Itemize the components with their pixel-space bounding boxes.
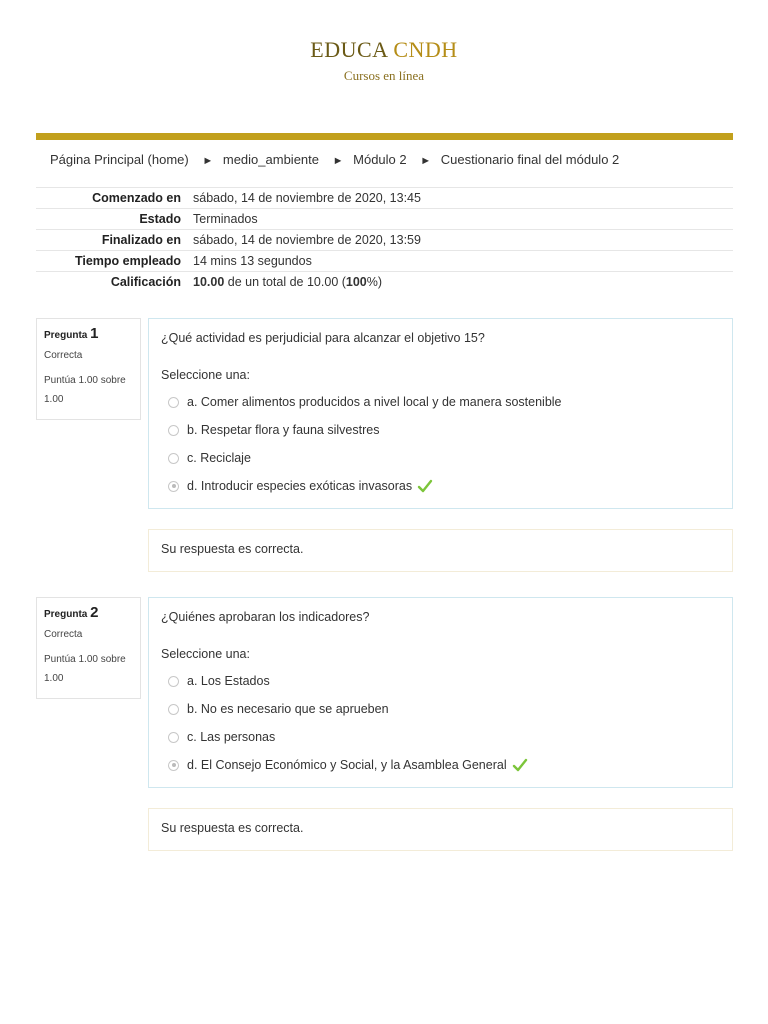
breadcrumb-course[interactable]: medio_ambiente (222, 152, 319, 167)
answer-prompt: Seleccione una: (161, 368, 250, 382)
question-label: Pregunta (44, 609, 88, 620)
breadcrumb-home[interactable]: Página Principal (home) (50, 152, 189, 167)
summary-row-grade (36, 272, 733, 293)
option-label: a. Comer alimentos producidos a nivel local y de manera sostenible (187, 395, 562, 409)
summary-value: Terminados (193, 212, 258, 226)
option-label: b. Respetar flora y fauna silvestres (187, 423, 380, 437)
summary-value: 14 mins 13 segundos (193, 254, 312, 268)
triangle-right-icon: ► (420, 155, 432, 167)
breadcrumb-module[interactable]: Módulo 2 (353, 152, 407, 167)
summary-label: Comenzado en (92, 191, 181, 205)
option-label: c. Reciclaje (187, 451, 251, 465)
grade-percent: 100 (345, 275, 367, 289)
summary-label: Finalizado en (101, 233, 181, 247)
question-number (44, 604, 133, 621)
grade-tail: %) (366, 275, 383, 289)
radio-button[interactable] (168, 732, 179, 743)
answer-option-a[interactable] (161, 388, 720, 416)
site-title-cndh: CNDH (393, 37, 458, 62)
check-icon (417, 479, 433, 493)
answer-option-d[interactable] (161, 751, 720, 779)
option-label: b. No es necesario que se aprueben (187, 702, 389, 716)
answer-prompt: Seleccione una: (161, 647, 250, 661)
question-label: Pregunta (44, 330, 88, 341)
answer-option-a[interactable] (161, 667, 720, 695)
question-2-feedback (148, 808, 733, 851)
summary-row-started (36, 188, 733, 209)
answer-option-c[interactable] (161, 444, 720, 472)
summary-label: Tiempo empleado (74, 254, 181, 268)
question-1-feedback (148, 529, 733, 572)
answer-option-c[interactable] (161, 723, 720, 751)
grade-score: 10.00 (193, 275, 225, 289)
attempt-summary-table (36, 187, 733, 292)
option-label: d. El Consejo Económico y Social, y la Asamblea General (187, 758, 507, 772)
radio-button[interactable] (168, 397, 179, 408)
question-state: Correcta (44, 350, 83, 361)
question-1-content (148, 318, 733, 509)
site-subtitle: Cursos en línea (343, 68, 425, 83)
summary-row-finished (36, 230, 733, 251)
answer-option-b[interactable] (161, 416, 720, 444)
answer-option-d[interactable] (161, 472, 720, 500)
feedback-text: Su respuesta es correcta. (161, 821, 304, 835)
summary-row-time (36, 251, 733, 272)
summary-value: sábado, 14 de noviembre de 2020, 13:45 (193, 191, 421, 205)
question-text: ¿Qué actividad es perjudicial para alcanzar el objetivo 15? (161, 331, 485, 345)
site-title[interactable] (0, 38, 768, 62)
radio-button[interactable] (168, 425, 179, 436)
radio-button-selected[interactable] (168, 481, 179, 492)
question-number-value: 2 (90, 604, 99, 621)
check-icon (512, 758, 528, 772)
question-number (44, 325, 133, 342)
question-2-content (148, 597, 733, 788)
question-text: ¿Quiénes aprobaran los indicadores? (161, 610, 370, 624)
triangle-right-icon: ► (332, 155, 344, 167)
breadcrumb-quiz[interactable]: Cuestionario final del módulo 2 (440, 152, 620, 167)
summary-row-state (36, 209, 733, 230)
question-1-info (36, 318, 141, 420)
summary-value (187, 272, 733, 293)
question-2-info (36, 597, 141, 699)
option-label: c. Las personas (187, 730, 276, 744)
question-state: Correcta (44, 629, 83, 640)
radio-button[interactable] (168, 704, 179, 715)
question-number-value: 1 (90, 325, 99, 342)
option-label: d. Introducir especies exóticas invasoras (187, 479, 413, 493)
summary-label: Estado (139, 212, 181, 226)
radio-button[interactable] (168, 453, 179, 464)
summary-label: Calificación (110, 275, 181, 289)
site-title-educa: EDUCA (310, 37, 388, 62)
grade-mid: de un total de 10.00 ( (224, 275, 346, 289)
question-grade: Puntúa 1.00 sobre 1.00 (44, 654, 126, 684)
site-header (0, 38, 768, 84)
header-divider-bar (36, 133, 733, 140)
feedback-text: Su respuesta es correcta. (161, 542, 304, 556)
radio-button-selected[interactable] (168, 760, 179, 771)
question-grade: Puntúa 1.00 sobre 1.00 (44, 375, 126, 405)
answer-option-b[interactable] (161, 695, 720, 723)
breadcrumb (50, 152, 619, 167)
summary-value: sábado, 14 de noviembre de 2020, 13:59 (193, 233, 421, 247)
triangle-right-icon: ► (202, 155, 214, 167)
option-label: a. Los Estados (187, 674, 270, 688)
radio-button[interactable] (168, 676, 179, 687)
